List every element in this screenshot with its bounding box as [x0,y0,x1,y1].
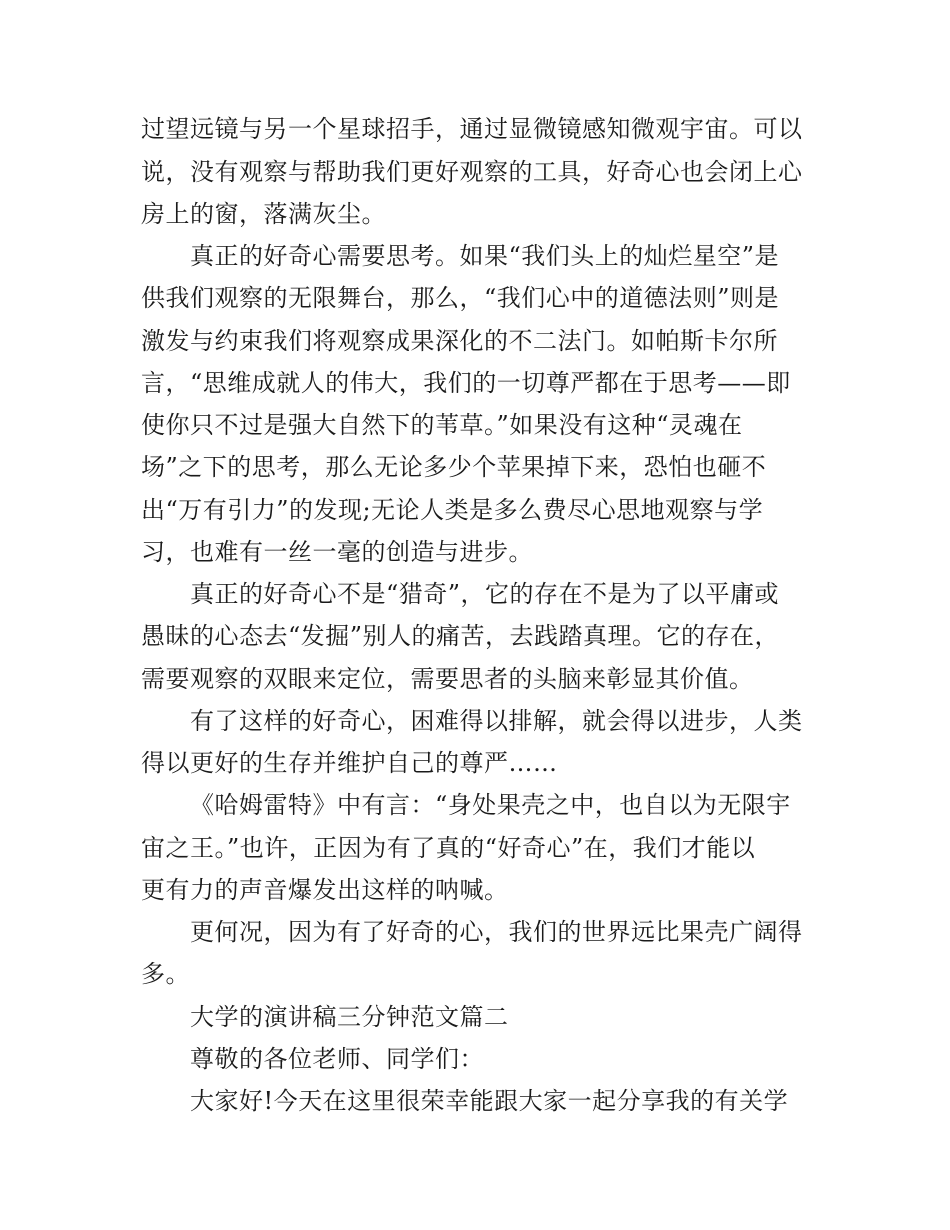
paragraph-start-line: 更何况，因为有了好奇的心，我们的世界远比果壳广阔得 [190,918,803,946]
paragraph-start-line: 大家好!今天在这里很荣幸能跟大家一起分享我的有关学 [190,1087,789,1115]
paragraph-start-line: 《哈姆雷特》中有言：“身处果壳之中，也自以为无限宇 [190,791,791,819]
text-line: 房上的窗，落满灰尘。 [141,200,386,228]
salutation: 尊敬的各位老师、同学们： [190,1045,484,1073]
text-line: 供我们观察的无限舞台，那么，“我们心中的道德法则”则是 [141,284,780,312]
text-line: 出“万有引力”的发现;无论人类是多么费尽心思地观察与学 [141,496,764,524]
text-line: 得以更好的生存并维护自己的尊严…… [141,749,558,777]
text-line: 多。 [141,960,190,988]
section-title: 大学的演讲稿三分钟范文篇二 [190,1003,509,1031]
text-line: 激发与约束我们将观察成果深化的不二法门。如帕斯卡尔所 [141,327,778,355]
text-line: 习，也难有一丝一毫的创造与进步。 [141,538,533,566]
text-line: 说，没有观察与帮助我们更好观察的工具，好奇心也会闭上心 [141,158,803,186]
text-line: 使你只不过是强大自然下的苇草。”如果没有这种“灵魂在 [141,411,743,439]
paragraph-start-line: 真正的好奇心不是“猎奇”，它的存在不是为了以平庸或 [190,580,780,608]
text-line: 愚昧的心态去“发掘”别人的痛苦，去践踏真理。它的存在， [141,622,780,650]
paragraph-start-line: 有了这样的好奇心，困难得以排解，就会得以进步，人类 [190,707,803,735]
text-line: 言，“思维成就人的伟大，我们的一切尊严都在于思考——即 [141,369,791,397]
text-line: 宙之王。”也许，正因为有了真的“好奇心”在，我们才能以 [141,834,756,862]
text-line: 需要观察的双眼来定位，需要思者的头脑来彰显其价值。 [141,665,754,693]
text-line: 更有力的声音爆发出这样的呐喊。 [141,876,509,904]
text-line: 场”之下的思考，那么无论多少个苹果掉下来，恐怕也砸不 [141,453,767,481]
paragraph-start-line: 真正的好奇心需要思考。如果“我们头上的灿烂星空”是 [190,242,780,270]
text-line: 过望远镜与另一个星球招手，通过显微镜感知微观宇宙。可以 [141,115,803,143]
